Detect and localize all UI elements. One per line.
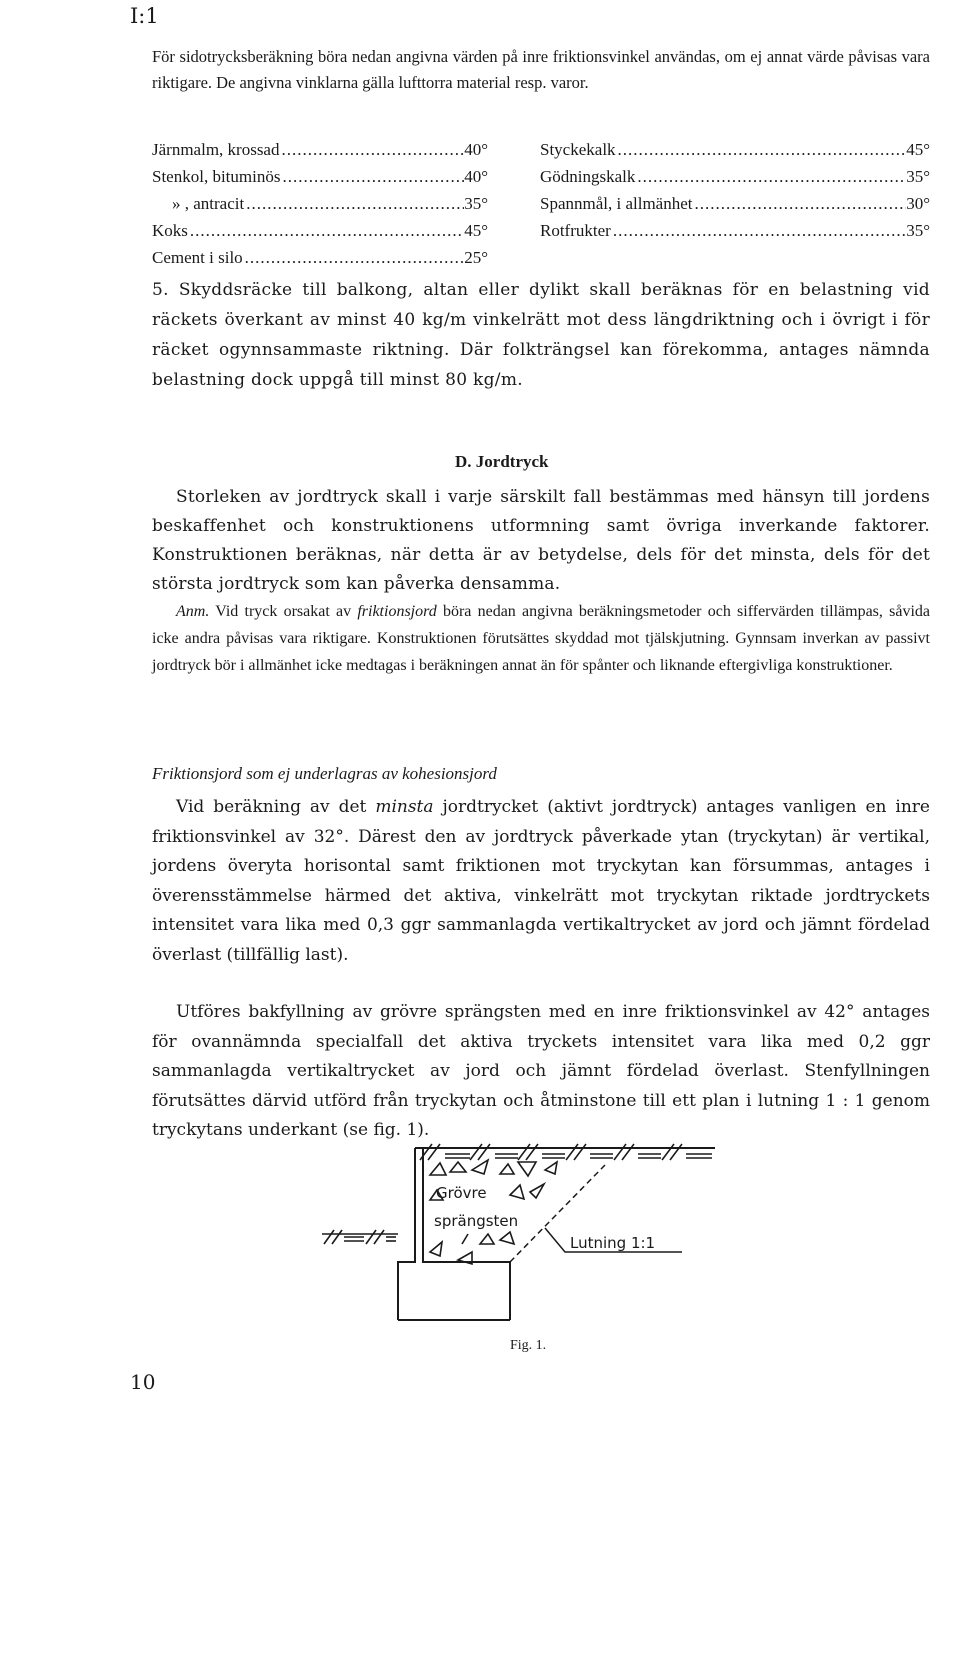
friktion-text-1: Vid beräkning av det	[176, 797, 376, 817]
intro-paragraph: För sidotrycksberäkning böra nedan angivna värden på inre friktionsvinkel användas, om ej annat värde påvisas vara riktigare. De angivna vinklarna gälla lufttorra material resp. varor.	[152, 47, 930, 92]
leader-dots	[635, 167, 906, 187]
friktion-paragraph	[152, 793, 930, 970]
angle-value: 40°	[464, 167, 488, 186]
material-name: Stenkol, bituminös	[152, 167, 281, 186]
leader-dots	[244, 194, 464, 214]
angle-row	[152, 221, 488, 249]
material-name: Rotfrukter	[540, 221, 611, 240]
angle-value: 25°	[464, 248, 488, 267]
leader-dots	[243, 248, 465, 268]
figure-label-grovre: Grövre	[436, 1184, 487, 1202]
angle-value: 45°	[906, 140, 930, 159]
material-name: Gödningskalk	[540, 167, 636, 186]
leader-dots	[616, 140, 907, 160]
subheading: Friktionsjord som ej underlagras av kohesionsjord	[152, 764, 497, 783]
section-heading: D. Jordtryck	[455, 452, 549, 471]
anm-note	[152, 598, 930, 679]
anm-emphasis: friktionsjord	[357, 603, 437, 620]
wall-inner-outline	[423, 1148, 510, 1262]
wall-outline	[398, 1148, 415, 1320]
angle-row	[540, 194, 930, 222]
friktion-text-2: jordtrycket (aktivt jordtryck) antages vanligen en inre friktionsvinkel av 32°. Därest den av jordtryck påverkade ytan (tryckytan) är vertikal, jordens överyta horisontal samt friktionen mot tryckytan kan försummas, antages i överensstämmelse härmed det aktiva, vinkelrätt mot tryckytan riktade jordtryckets intensitet vara lika med 0,3 ggr sammanlagda vertikaltrycket av jord och jämnt fördelad överlast (tillfällig last).	[152, 797, 930, 965]
angle-row	[540, 221, 930, 249]
angle-row	[540, 167, 930, 195]
material-name: » , antracit	[172, 194, 245, 213]
material-name: Spannmål, i allmänhet	[540, 194, 693, 213]
anm-text-2: böra nedan angivna beräkningsmetoder och siffervärden tillämpas, såvida icke andra påvisas vara riktigare. Konstruktionen förutsättes skyddad mot tjälskjutning. Gynnsam inverkan av passivt jordtryck bör i allmänhet icke medtagas i beräkningen annat än för spånter och liknande eftergivliga konstruktioner.	[152, 603, 930, 674]
material-name: Styckekalk	[540, 140, 616, 159]
figure-label-sprangsten: sprängsten	[434, 1212, 519, 1230]
figure-retaining-wall	[320, 1140, 720, 1325]
angle-row	[152, 167, 488, 195]
page-number: 10	[130, 1370, 156, 1394]
figure-label-lutning: Lutning 1:1	[570, 1234, 656, 1252]
material-name: Koks	[152, 221, 188, 240]
angle-row	[152, 248, 488, 276]
angle-value: 30°	[906, 194, 930, 213]
anm-text-1: Vid tryck orsakat av	[209, 603, 358, 620]
angle-value: 45°	[464, 221, 488, 240]
anm-label: Anm.	[176, 603, 210, 620]
leader-dots	[280, 167, 464, 187]
angle-row	[152, 194, 488, 222]
material-name: Järnmalm, krossad	[152, 140, 280, 159]
friktion-emphasis: minsta	[375, 797, 434, 817]
figure-caption: Fig. 1.	[510, 1338, 547, 1353]
angle-value: 35°	[906, 221, 930, 240]
section-paragraph: Storleken av jordtryck skall i varje särskilt fall bestämmas med hänsyn till jordens beskaffenhet och konstruktionens utformning samt övriga inverkande faktorer. Konstruktionen beräknas, när detta är av betydelse, dels för det minsta, dels för det största jordtryck som kan påverka densamma.	[152, 487, 930, 594]
leader-dots	[611, 221, 906, 241]
angle-row	[540, 140, 930, 168]
utfores-paragraph: Utföres bakfyllning av grövre sprängsten med en inre friktionsvinkel av 42° antages för ovannämnda specialfall det aktiva tryckets intensitet vara lika med 0,2 ggr sammanlagda vertikaltrycket av jord och jämnt fördelad överlast. Stenfyllningen förutsättes därvid utförd från tryckytan och åtminstone till ett plan i lutning 1 : 1 genom tryckytans underkant (se fig. 1).	[152, 1002, 930, 1140]
front-ground-hatch	[322, 1230, 398, 1244]
page-label: I:1	[130, 4, 159, 28]
material-name: Cement i silo	[152, 248, 243, 267]
angle-value: 35°	[906, 167, 930, 186]
leader-dots	[188, 221, 464, 241]
angle-row	[152, 140, 488, 168]
item-5-paragraph: 5. Skyddsräcke till balkong, altan eller dylikt skall beräknas för en belastning vid räckets överkant av minst 40 kg/m vinkelrätt mot dess längdriktning och i övrigt i för räcket ogynnsammaste riktning. Där folkträngsel kan förekomma, antages nämnda belastning dock uppgå till minst 80 kg/m.	[152, 280, 930, 390]
angle-value: 35°	[464, 194, 488, 213]
leader-dots	[693, 194, 907, 214]
leader-dots	[279, 140, 464, 160]
angle-value: 40°	[464, 140, 488, 159]
